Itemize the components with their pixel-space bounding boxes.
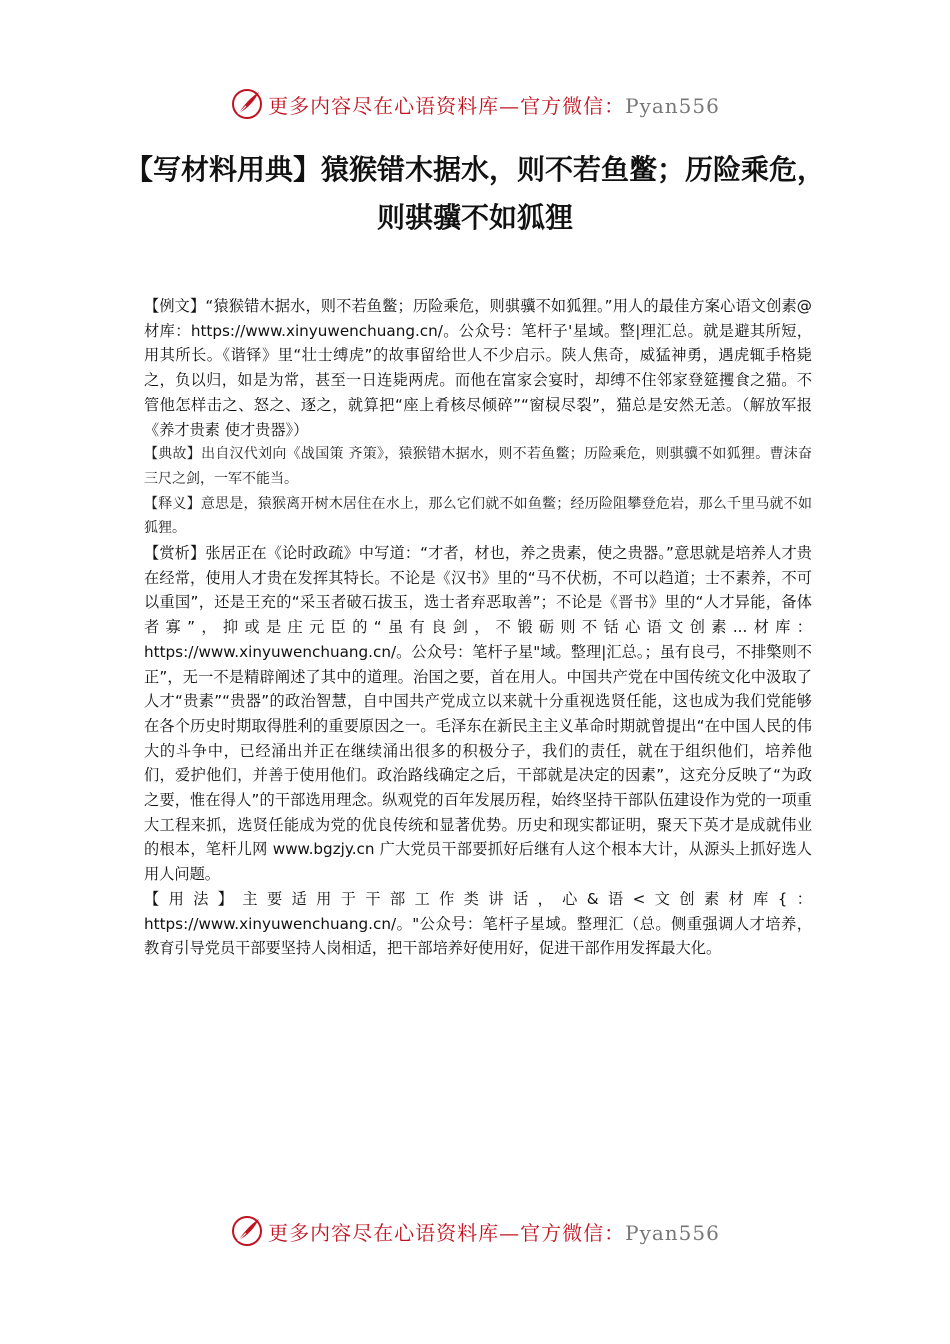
meaning-paragraph: 【释义】意思是，猿猴离开树木居住在水上，那么它们就不如鱼鳖；经历险阻攀登危岩，那么千里马就不如狐狸。 — [144, 495, 812, 537]
header-banner — [0, 84, 950, 124]
feather-pen-icon — [230, 87, 264, 121]
article-body — [144, 294, 812, 961]
header-banner-text: 更多内容尽在心语资料库—官方微信：Pyan556 — [268, 93, 720, 118]
source-paragraph: 【典故】出自汉代刘向《战国策 齐策》，猿猴错木据水，则不若鱼鳖；历险乘危，则骐骥不如狐狸。曹沫奋三尺之剑，一军不能当。 — [144, 446, 812, 487]
footer-banner — [0, 1211, 950, 1251]
footer-banner-text: 更多内容尽在心语资料库—官方微信：Pyan556 — [268, 1220, 720, 1245]
page-title: 【写材料用典】猿猴错木据水，则不若鱼鳖；历险乘危，则骐骥不如狐狸 — [124, 153, 825, 234]
analysis-paragraph: 【赏析】张居正在《论时政疏》中写道：“才者，材也，养之贵素，使之贵器。”意思就是培养人才贵在经常，使用人才贵在发挥其特长。不论是《汉书》里的“马不伏枥，不可以趋道；士不素养，不可以重国”，还是王充的“采玉者破石拔玉，选士者弃恶取善”；不论是《晋书》里的“人才异能，备体者寡”，抑或是庄元臣的“虽有良剑，不锻砺则不铦心语文创素...材库：https://www.xinyuwenchuang.cn/。公众号：笔杆子星"域。整理|汇总。；虽有良弓，不排檠则不正”，无一不是精辟阐述了其中的道理。治国之要，首在用人。中国共产党在中国传统文化中汲取了人才“贵素”“贵器”的政治智慧，自中国共产党成立以来就十分重视选贤任能，这也成为我们党能够在各个历史时期取得胜利的重要原因之一。毛泽东在新民主主义革命时期就曾提出“在中国人民的伟大的斗争中，已经涌出并正在继续涌出很多的积极分子，我们的责任，就在于组织他们，培养他们，爱护他们，并善于使用他们。政治路线确定之后，干部就是决定的因素”，这充分反映了“为政之要，惟在得人”的干部选用理念。纵观党的百年发展历程，始终坚持干部队伍建设作为党的一项重大工程来抓，选贤任能成为党的优良传统和显著优势。历史和现实都证明，聚天下英才是成就伟业的根本，笔杆儿网 www.bgzjy.cn 广大党员干部要抓好后继有人这个根本大计，从源头上抓好选人用人问题。 — [144, 544, 812, 884]
usage-paragraph: 【用法】主要适用于干部工作类讲话，心&语<文创素材库{：https://www.xinyuwenchuang.cn/。"公众号：笔杆子星域。整理汇（总。侧重强调人才培养，教育引导党员干部要坚持人岗相适，把干部培养好使用好，促进干部作用发挥最大化。 — [144, 889, 812, 958]
feather-pen-icon — [230, 1214, 264, 1248]
example-paragraph: 【例文】“猿猴错木据水，则不若鱼鳖；历险乘危，则骐骥不如狐狸。”用人的最佳方案心语文创素@材库：https://www.xinyuwenchuang.cn/。公众号：笔杆子'星域。整|理汇总。就是避其所短，用其所长。《谐铎》里“壮士缚虎”的故事留给世人不少启示。陕人焦奇，威猛神勇，遇虎辄手格毙之，负以归，如是为常，甚至一日连毙两虎。而他在富家会宴时，却缚不住邻家登筵攫食之猫。不管他怎样击之、怒之、逐之，就算把“座上肴核尽倾碎”“窗棂尽裂”，猫总是安然无恙。（解放军报《养才贵素 使才贵器》） — [144, 297, 812, 439]
